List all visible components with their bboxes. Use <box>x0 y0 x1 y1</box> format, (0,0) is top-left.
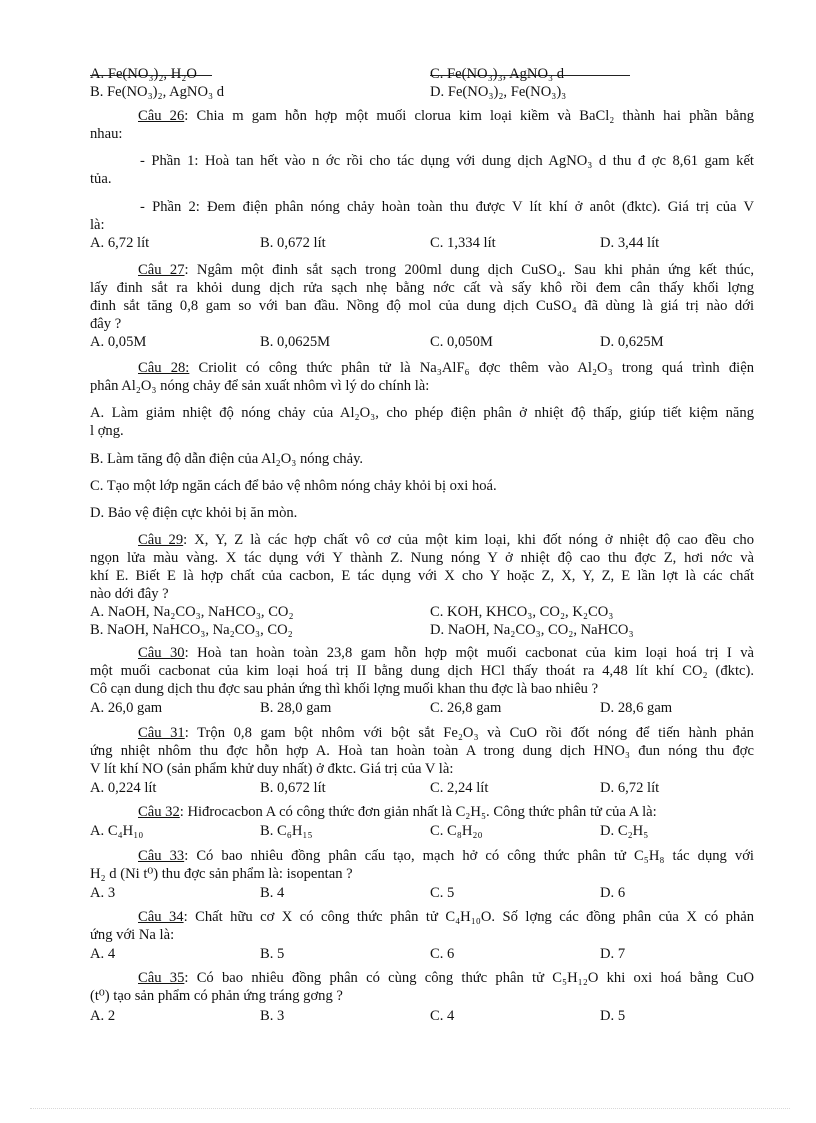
text-line <box>90 171 754 188</box>
answer-option: B. Fe(NO₃)₂, AgNO₃ d <box>90 84 225 100</box>
line-text: là: <box>90 217 105 233</box>
question-line <box>90 645 754 662</box>
line-text: - Phần 2: Đem điện phân nóng chảy hoàn toàn thu được V lít khí ở anôt (đktc). Giá trị của V <box>140 199 754 215</box>
question-line <box>90 360 754 377</box>
answer-option: C. KOH, KHCO₃, CO₂, K₂CO₃ <box>430 604 614 620</box>
text-line <box>90 217 754 234</box>
text-line <box>90 761 754 778</box>
question-line <box>90 909 754 926</box>
question-number: Câu 34 <box>138 909 184 925</box>
answer-option: B. 5 <box>260 946 285 962</box>
line-text: khí E. Biết E là hợp chất của cacbon, E tác dụng với X cho Y hoặc Z, X, Y, Z, E lần lợt là các chất <box>90 568 754 584</box>
text-line <box>90 153 754 170</box>
answer-option: A. C₄H₁₀ <box>90 823 144 839</box>
question-line <box>90 108 754 125</box>
line-text: Criolit có công thức phân tử là Na₃AlF₆ đợc thêm vào Al₂O₃ trong quá trình điện <box>189 360 754 376</box>
question-line <box>90 532 754 549</box>
answer-option: D. 7 <box>600 946 626 962</box>
text-line <box>90 316 754 333</box>
question-number: Câu 33 <box>138 848 185 864</box>
line-text: - Phần 1: Hoà tan hết vào n ớc rồi cho tác dụng với dung dịch AgNO₃ d thu đ ợc 8,61 gam kết <box>140 153 754 169</box>
line-text: : Có bao nhiêu đồng phân cấu tạo, mạch hở có công thức phân tử C₅H₈ tác dụng với <box>184 848 754 864</box>
answer-option: C. 0,050M <box>430 334 493 350</box>
line-text: tủa. <box>90 171 112 187</box>
answer-option: C. 26,8 gam <box>430 700 502 716</box>
answer-option: A. 2 <box>90 1008 116 1024</box>
answer-option: B. NaOH, NaHCO₃, Na₂CO₃, CO₂ <box>90 622 293 638</box>
line-text: V lít khí NO (sản phẩm khử duy nhất) ở đktc. Giá trị của V là: <box>90 761 454 777</box>
question-number: Câu 29 <box>138 532 184 548</box>
answer-option: C. C₈H₂₀ <box>430 823 483 839</box>
text-line <box>90 663 754 680</box>
text-line <box>90 451 754 468</box>
answer-option: D. C₂H₅ <box>600 823 649 839</box>
question-number: Câu 30 <box>138 645 185 661</box>
line-text: : Chia m gam hỗn hợp một muối clorua kim loại kiềm và BaCl₂ thành hai phần bằng <box>184 108 754 124</box>
answer-option: A. 3 <box>90 885 116 901</box>
line-text: : Có bao nhiêu đồng phân có cùng công thức phân tử C₅H₁₂O khi oxi hoá bằng CuO <box>184 970 754 986</box>
text-line <box>90 378 754 395</box>
line-text: : Ngâm một đinh sắt sạch trong 200ml dung dịch CuSO₄. Sau khi phản ứng kết thúc, <box>184 262 754 278</box>
text-line <box>90 550 754 567</box>
text-line <box>90 280 754 297</box>
text-line <box>90 927 754 944</box>
line-text: đinh sắt tăng 0,8 gam so với ban đầu. Nồng độ mol của dung dịch CuSO₄ đã dùng là giá trị nào dới <box>90 298 754 314</box>
line-text: C. Tạo một lớp ngăn cách để bảo vệ nhôm nóng chảy khỏi bị oxi hoá. <box>90 478 497 494</box>
answer-option: B. 3 <box>260 1008 285 1024</box>
text-line <box>90 298 754 315</box>
line-text: l ợng. <box>90 423 124 439</box>
answer-option: C. 5 <box>430 885 455 901</box>
line-text: D. Bảo vệ điện cực khỏi bị ăn mòn. <box>90 505 298 521</box>
line-text: A. Làm giảm nhiệt độ nóng chảy của Al₂O₃, cho phép điện phân ở nhiệt độ thấp, giúp tiết kiệm năng <box>90 405 754 421</box>
answer-option: C. 2,24 lít <box>430 780 489 796</box>
answer-option: A. NaOH, Na₂CO₃, NaHCO₃, CO₂ <box>90 604 294 620</box>
line-text: ứng với Na là: <box>90 927 175 943</box>
line-text: đây ? <box>90 316 122 332</box>
text-line <box>90 681 754 698</box>
text-line <box>90 199 754 216</box>
text-line <box>90 478 754 495</box>
line-text: Cô cạn dung dịch thu đợc sau phản ứng thì khối lợng muối khan thu đợc là bao nhiêu ? <box>90 681 599 697</box>
question-line <box>90 262 754 279</box>
line-text: (t⁰) tạo sản phẩm có phản ứng tráng gơng ? <box>90 988 343 1004</box>
line-text: lấy đinh sắt ra khỏi dung dịch rửa sạch nhẹ bằng nớc cất và sấy khô rồi đem cân thấy khối lợng <box>90 280 754 296</box>
line-text: : Hiđrocacbon A có công thức đơn giản nhất là C₂H₅. Công thức phân tử của A là: <box>179 804 657 820</box>
line-text: : X, Y, Z là các hợp chất vô cơ của một kim loại, khi đốt nóng ở nhiệt độ cao đều cho <box>183 532 754 548</box>
text-line <box>90 568 754 585</box>
answer-option: B. 4 <box>260 885 285 901</box>
line-text: : Hoà tan hoàn toàn 23,8 gam hỗn hợp một muối cacbonat của kim loại hoá trị I và <box>184 645 754 661</box>
question-number: Câu 26 <box>138 108 185 124</box>
answer-option: A. 0,224 lít <box>90 780 157 796</box>
line-text: B. Làm tăng độ dẫn điện của Al₂O₃ nóng chảy. <box>90 451 364 467</box>
question-number: Câu 32 <box>138 804 180 820</box>
line-text: ngọn lửa màu vàng. X tác dụng với Y thành Z. Nung nóng Y ở nhiệt độ cao thu đợc Z, hơi nớc và <box>90 550 754 566</box>
answer-option: B. 0,672 lít <box>260 780 326 796</box>
line-text: một muối cacbonat của kim loại hoá trị II bằng dung dịch HCl thấy thoát ra 4,48 lít khí CO₂ (đktc). <box>90 663 754 679</box>
text-line <box>90 988 754 1005</box>
line-text: phân Al₂O₃ nóng chảy để sản xuất nhôm vì lý do chính là: <box>90 378 430 394</box>
answer-option: D. 6,72 lít <box>600 780 660 796</box>
answer-option: D. 28,6 gam <box>600 700 673 716</box>
answer-option: D. Fe(NO₃)₂, Fe(NO₃)₃ <box>430 84 567 100</box>
text-line <box>90 743 754 760</box>
answer-option: C. Fe(NO₃)₃, AgNO₃ d <box>430 66 565 82</box>
line-text: nhau: <box>90 126 123 142</box>
text-line <box>90 586 754 603</box>
line-text: H₂ d (Ni t⁰) thu đợc sản phẩm là: isopentan ? <box>90 866 353 882</box>
answer-option: A. 26,0 gam <box>90 700 163 716</box>
text-line <box>90 866 754 883</box>
question-number: Câu 27 <box>138 262 185 278</box>
question-line <box>90 848 754 865</box>
answer-option: D. 0,625M <box>600 334 664 350</box>
question-line <box>90 804 754 821</box>
answer-option: A. 4 <box>90 946 116 962</box>
text-line <box>90 505 754 522</box>
answer-option: B. 28,0 gam <box>260 700 332 716</box>
answer-option: C. 1,334 lít <box>430 235 496 251</box>
answer-option: D. NaOH, Na₂CO₃, CO₂, NaHCO₃ <box>430 622 634 638</box>
line-text: ứng nhiệt nhôm thu đợc hỗn hợp A. Hoà tan hoàn toàn A trong dung dịch HNO₃ đun nóng thu đợc <box>90 743 754 759</box>
answer-option: D. 6 <box>600 885 626 901</box>
line-text: : Chất hữu cơ X có công thức phân tử C₄H₁₀O. Số lợng các đồng phân của X có phản <box>183 909 754 925</box>
question-number: Câu 35 <box>138 970 185 986</box>
answer-option: B. C₆H₁₅ <box>260 823 313 839</box>
text-line <box>90 405 754 422</box>
question-number: Câu 28: <box>138 360 190 376</box>
answer-option: D. 3,44 lít <box>600 235 660 251</box>
question-number: Câu 31 <box>138 725 185 741</box>
answer-option: A. 6,72 lít <box>90 235 150 251</box>
line-text: nào dới đây ? <box>90 586 169 602</box>
answer-option: B. 0,672 lít <box>260 235 326 251</box>
answer-option: B. 0,0625M <box>260 334 331 350</box>
answer-option: C. 4 <box>430 1008 455 1024</box>
answer-option: A. Fe(NO₃)₂, H₂O <box>90 66 197 82</box>
answer-option: C. 6 <box>430 946 455 962</box>
answer-option: D. 5 <box>600 1008 626 1024</box>
footer-dotted-rule <box>30 1108 790 1109</box>
line-text: : Trộn 0,8 gam bột nhôm với bột sắt Fe₂O₃ và CuO rồi đốt nóng để tiến hành phản <box>184 725 754 741</box>
text-line <box>90 126 754 143</box>
answer-option: A. 0,05M <box>90 334 147 350</box>
text-line <box>90 423 754 440</box>
question-line <box>90 970 754 987</box>
question-line <box>90 725 754 742</box>
